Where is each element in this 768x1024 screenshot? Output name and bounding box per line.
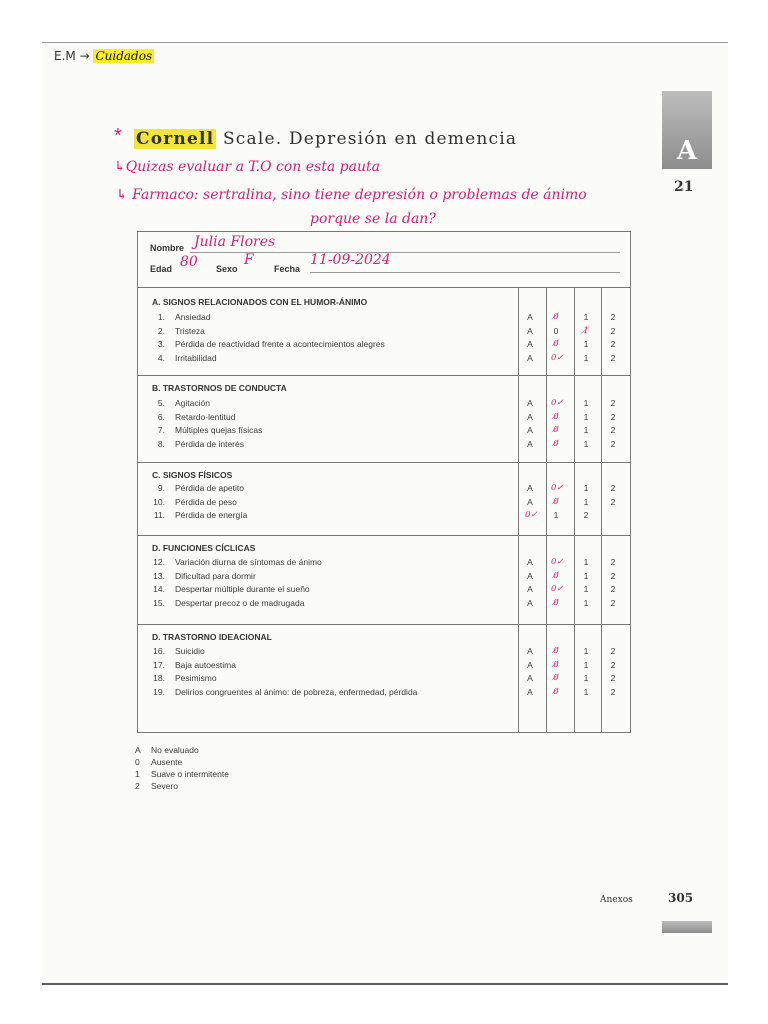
score-2: 2 [610, 570, 616, 581]
sexo-label: Sexo [216, 264, 238, 274]
item-number: 18. [153, 673, 165, 683]
section-title: A. SIGNOS RELACIONADOS CON EL HUMOR-ÁNIMO [152, 297, 368, 307]
chapter-tab: A [662, 91, 712, 169]
score-0: 0̸ [553, 673, 559, 683]
item-number: 10. [153, 496, 165, 507]
item-row [138, 398, 630, 411]
score-2: 2 [610, 425, 616, 435]
legend-label: Ausente [151, 757, 183, 767]
item-row [138, 339, 630, 352]
item-text: Despertar precoz o de madrugada [175, 597, 305, 608]
item-number: 6. [157, 411, 165, 422]
score-1: 1 [583, 411, 589, 422]
item-text: Pérdida de peso [175, 496, 237, 507]
item-row [138, 584, 630, 597]
item-text: Pérdida de interés [175, 438, 244, 449]
item-number: 1. [157, 312, 165, 322]
legend-key: 0 [135, 757, 140, 767]
score-0: 0̸ [553, 570, 559, 581]
legend-item [135, 757, 229, 769]
score-a: A [527, 411, 533, 422]
item-number: 12. [153, 557, 165, 567]
score-0: 0̸ [553, 312, 559, 322]
score-0: 0✓ [551, 483, 564, 493]
section-divider [138, 535, 630, 536]
item-number: 16. [153, 646, 165, 656]
item-number: 8. [157, 438, 165, 449]
item-text: Pesimismo [175, 673, 217, 683]
score-a: A [527, 570, 533, 581]
book-page [42, 42, 728, 985]
item-row [138, 312, 630, 325]
score-2: 2 [610, 312, 616, 322]
section-divider [138, 462, 630, 463]
item-row [138, 412, 630, 425]
item-number: 17. [153, 659, 165, 670]
fecha-line [310, 270, 620, 273]
chapter-page-number: 21 [674, 179, 694, 195]
score-2: 2 [610, 659, 616, 670]
score-1: 2 [583, 510, 589, 520]
item-number: 2. [157, 325, 165, 336]
section-title: B. TRASTORNOS DE CONDUCTA [152, 383, 287, 393]
score-a: A [527, 483, 533, 493]
item-number: 14. [153, 584, 165, 594]
section-divider [138, 624, 630, 625]
item-row [138, 646, 630, 659]
score-2: 2 [610, 557, 616, 567]
patient-header [138, 232, 630, 288]
score-0: 0̸ [553, 411, 559, 422]
item-text: Baja autoestima [175, 659, 236, 670]
legend-item [135, 781, 229, 793]
score-0: 0̸ [553, 686, 559, 697]
score-a: A [527, 339, 533, 349]
score-a: 0✓ [525, 510, 538, 520]
nombre-value: Julia Flores [194, 234, 276, 250]
score-1: 1 [583, 312, 589, 322]
score-1: 1 [583, 646, 589, 656]
score-1: 1 [583, 584, 589, 594]
item-text: Pérdida de apetito [175, 483, 244, 493]
legend-item [135, 769, 229, 781]
score-1: 1 [583, 673, 589, 683]
score-0: 0̸ [553, 438, 559, 449]
sexo-value: F [244, 252, 254, 268]
handwritten-note-1: ↳Quizas evaluar a T.O con esta pauta [114, 159, 380, 175]
item-number: 3. [157, 339, 165, 349]
item-row [138, 510, 630, 523]
item-text: Pérdida de energía [175, 510, 248, 520]
score-1: 1 [583, 496, 589, 507]
top-note-highlight: Cuidados [95, 49, 153, 63]
item-row [138, 353, 630, 366]
item-row [138, 425, 630, 438]
score-0: 0 [553, 325, 559, 336]
item-text: Despertar múltiple durante el sueño [175, 584, 310, 594]
item-text: Delirios congruentes al ánimo: de pobreza, enfermedad, pérdida [175, 686, 418, 697]
score-1: 1 [583, 686, 589, 697]
handwritten-note-2: ↳ Farmaco: sertralina, sino tiene depresión o problemas de ánimo [116, 187, 587, 203]
item-number: 15. [153, 597, 165, 608]
edad-value: 80 [180, 254, 198, 270]
item-row [138, 687, 630, 700]
score-1: 1̸ [583, 325, 589, 336]
score-legend [135, 745, 229, 793]
score-0: 0✓ [551, 584, 564, 594]
score-0: 0̸ [553, 339, 559, 349]
item-text: Variación diurna de síntomas de ánimo [175, 557, 322, 567]
score-a: A [527, 398, 533, 408]
item-number: 13. [153, 570, 165, 581]
legend-label: Suave o intermitente [151, 769, 229, 779]
score-a: A [527, 659, 533, 670]
score-a: A [527, 352, 533, 363]
item-text: Tristeza [175, 325, 205, 336]
score-0: 0̸ [553, 597, 559, 608]
score-2: 2 [610, 646, 616, 656]
section-title: C. SIGNOS FÍSICOS [152, 470, 233, 480]
score-1: 1 [583, 352, 589, 363]
item-text: Retardo-lentitud [175, 411, 236, 422]
score-0: 0̸ [553, 646, 559, 656]
score-2: 2 [610, 483, 616, 493]
score-2: 2 [610, 411, 616, 422]
score-1: 1 [583, 398, 589, 408]
score-a: A [527, 597, 533, 608]
item-row [138, 439, 630, 452]
item-row [138, 571, 630, 584]
item-text: Dificultad para dormir [175, 570, 256, 581]
item-row [138, 497, 630, 510]
score-1: 1 [583, 570, 589, 581]
legend-key: A [135, 745, 141, 755]
legend-key: 2 [135, 781, 140, 791]
score-2: 2 [610, 352, 616, 363]
score-2: 2 [610, 398, 616, 408]
edad-label: Edad [150, 264, 173, 274]
score-2: 2 [610, 438, 616, 449]
top-note-prefix: E.M → [54, 49, 90, 63]
legend-key: 1 [135, 769, 140, 779]
section-divider [138, 375, 630, 376]
footer-tab [662, 921, 712, 933]
score-a: A [527, 646, 533, 656]
item-row [138, 483, 630, 496]
score-2: 2 [610, 584, 616, 594]
legend-item [135, 745, 229, 757]
item-row [138, 326, 630, 339]
legend-label: No evaluado [151, 745, 199, 755]
score-0: 1 [553, 510, 559, 520]
score-0: 0̸ [553, 659, 559, 670]
score-a: A [527, 325, 533, 336]
score-2: 2 [610, 339, 616, 349]
nombre-line [190, 250, 620, 253]
section-title: D. FUNCIONES CÍCLICAS [152, 543, 256, 553]
title-cornell: Cornell [136, 129, 215, 149]
item-text: Suicidio [175, 646, 205, 656]
score-2: 2 [610, 496, 616, 507]
fecha-label: Fecha [274, 264, 301, 274]
score-a: A [527, 686, 533, 697]
score-1: 1 [583, 597, 589, 608]
score-0: 0✓ [551, 352, 564, 363]
score-0: 0̸ [553, 496, 559, 507]
item-number: 7. [157, 425, 165, 435]
score-2: 2 [610, 673, 616, 683]
item-number: 11. [153, 510, 165, 520]
item-row [138, 660, 630, 673]
legend-label: Severo [151, 781, 178, 791]
item-text: Irritabilidad [175, 352, 217, 363]
score-0: 0✓ [551, 557, 564, 567]
score-1: 1 [583, 483, 589, 493]
star-mark: * [114, 125, 122, 147]
score-1: 1 [583, 339, 589, 349]
score-2: 2 [610, 686, 616, 697]
section-title: D. TRASTORNO IDEACIONAL [152, 632, 272, 642]
top-handwritten-note [54, 49, 154, 63]
score-1: 1 [583, 557, 589, 567]
score-1: 1 [583, 425, 589, 435]
score-1: 1 [583, 438, 589, 449]
score-0: 0̸ [553, 425, 559, 435]
item-number: 4. [157, 352, 165, 363]
item-text: Agitación [175, 398, 210, 408]
score-a: A [527, 438, 533, 449]
item-row [138, 598, 630, 611]
item-text: Ansiedad [175, 312, 211, 322]
score-a: A [527, 557, 533, 567]
score-2: 2 [610, 597, 616, 608]
score-2: 2 [610, 325, 616, 336]
score-a: A [527, 673, 533, 683]
item-number: 5. [157, 398, 165, 408]
score-1: 1 [583, 659, 589, 670]
cornell-form [137, 231, 631, 733]
nombre-label: Nombre [150, 243, 185, 253]
score-a: A [527, 425, 533, 435]
score-a: A [527, 312, 533, 322]
item-text: Pérdida de reactividad frente a acontecimientos alegres [175, 339, 385, 349]
footer-section-word: Anexos [600, 895, 633, 905]
score-a: A [527, 584, 533, 594]
item-row [138, 673, 630, 686]
item-number: 19. [153, 686, 165, 697]
score-a: A [527, 496, 533, 507]
footer-page-number: 305 [668, 891, 694, 905]
handwritten-note-3: porque se la dan? [310, 211, 436, 227]
item-number: 9. [157, 483, 165, 493]
item-text: Múltiples quejas físicas [175, 425, 263, 435]
item-row [138, 557, 630, 570]
score-0: 0✓ [551, 398, 564, 408]
title-rest: Scale. Depresión en demencia [222, 129, 518, 149]
page-title [134, 129, 517, 149]
fecha-value: 11-09-2024 [310, 252, 391, 268]
